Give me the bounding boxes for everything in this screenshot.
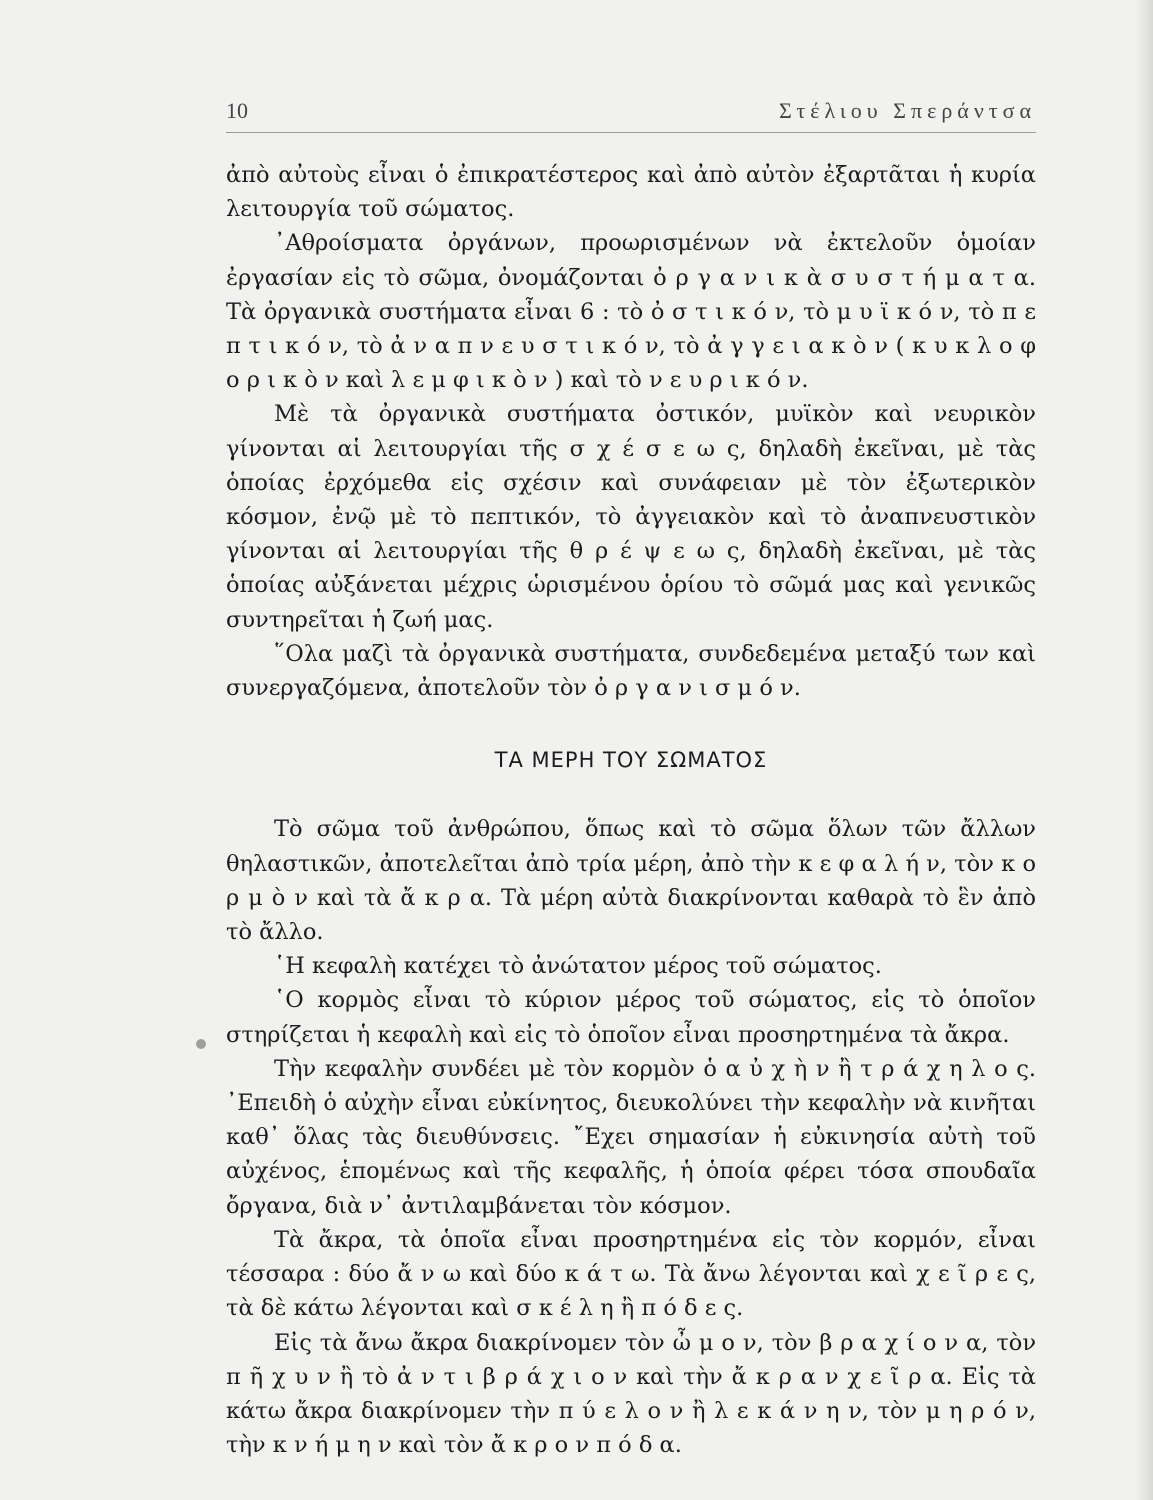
paragraph-head: ῾Η κεφαλὴ κατέχει τὸ ἀνώτατον μέρος τοῦ σώματος. bbox=[274, 953, 882, 980]
paragraph-functions: Μὲ τὰ ὀργανικὰ συστήματα ὀστικόν, μυϊκὸν καὶ νευρικὸν γίνονται αἱ λειτουργίαι τῆς σ χ έ σ ε ω ς, δηλαδὴ ἐκεῖναι, μὲ τὰς ὁποίας ἐρχόμεθα εἰς σχέσιν καὶ συνάφειαν μὲ τὸν ἐξωτερικὸν κόσμον, ἐνῷ μὲ τὸ πεπτικόν, τὸ ἀγγειακὸν καὶ τὸ ἀναπνευστικὸν γίνονται αἱ λειτουργίαι τῆς θ ρ έ ψ ε ω ς, δηλαδὴ ἐκεῖναι, μὲ τὰς ὁποίας αὐξάνεται μέχρις ὡρισμένου ὁρίου τὸ σῶμά μας καὶ γενικῶς συντηρεῖται ἡ ζωή μας. bbox=[226, 401, 1036, 633]
page-body bbox=[226, 158, 1036, 1462]
paragraph-continuation: ἀπὸ αὐτοὺς εἶναι ὁ ἐπικρατέστερος καὶ ἀπὸ αὐτὸν ἐξαρτᾶται ἡ κυρία λειτουργία τοῦ σώματος. bbox=[226, 162, 1036, 223]
paragraph-limb-parts: Εἰς τὰ ἄνω ἄκρα διακρίνομεν τὸν ὦ μ ο ν, τὸν β ρ α χ ί ο ν α, τὸν π ῆ χ υ ν ἢ τὸ ἀ ν τ ι β ρ ά χ ι ο ν καὶ τὴν ἄ κ ρ α ν χ ε ῖ ρ α. Εἰς τὰ κάτω ἄκρα διακρίνομεν τὴν π ύ ε λ ο ν ἢ λ ε κ ά ν η ν, τὸν μ η ρ ό ν, τὴν κ ν ή μ η ν καὶ τὸν ἄ κ ρ ο ν π ό δ α. bbox=[226, 1329, 1036, 1459]
paragraph-organic-systems: ᾿Αθροίσματα ὀργάνων, προωρισμένων νὰ ἐκτελοῦν ὁμοίαν ἐργασίαν εἰς τὸ σῶμα, ὀνομάζονται ὀ ρ γ α ν ι κ ὰ σ υ σ τ ή μ α τ α. Τὰ ὀργανικὰ συστήματα εἶναι 6 : τὸ ὀ σ τ ι κ ό ν, τὸ μ υ ϊ κ ό ν, τὸ π ε π τ ι κ ό ν, τὸ ἀ ν α π ν ε υ σ τ ι κ ό ν, τὸ ἀ γ γ ε ι α κ ὸ ν ( κ υ κ λ ο φ ο ρ ι κ ὸ ν καὶ λ ε μ φ ι κ ὸ ν ) καὶ τὸ ν ε υ ρ ι κ ό ν. bbox=[226, 230, 1036, 394]
paragraph-organism: ῞Ολα μαζὶ τὰ ὀργανικὰ συστήματα, συνδεδεμένα μεταξύ των καὶ συνεργαζόμενα, ἀποτελοῦν τὸν ὀ ρ γ α ν ι σ μ ό ν. bbox=[226, 640, 1036, 702]
ink-smudge bbox=[196, 1039, 206, 1049]
page-number: 10 bbox=[226, 98, 248, 123]
running-title: Στέλιου Σπεράντσα bbox=[778, 98, 1036, 123]
running-header bbox=[226, 92, 1036, 133]
paragraph-body-parts: Τὸ σῶμα τοῦ ἀνθρώπου, ὅπως καὶ τὸ σῶμα ὅλων τῶν ἄλλων θηλαστικῶν, ἀποτελεῖται ἀπὸ τρία μέρη, ἀπὸ τὴν κ ε φ α λ ή ν, τὸν κ ο ρ μ ὸ ν καὶ τὰ ἄ κ ρ α. Τὰ μέρη αὐτὰ διακρίνονται καθαρὰ τὸ ἓν ἀπὸ τὸ ἄλλο. bbox=[226, 816, 1036, 946]
section-heading: ΤΑ ΜΕΡΗ ΤΟΥ ΣΩΜΑΤΟΣ bbox=[494, 748, 768, 773]
paragraph-trunk: ῾Ο κορμὸς εἶναι τὸ κύριον μέρος τοῦ σώματος, εἰς τὸ ὁποῖον στηρίζεται ἡ κεφαλὴ καὶ εἰς τὸ ὁποῖον εἶναι προσηρτημένα τὰ ἄκρα. bbox=[226, 987, 1036, 1048]
paragraph-neck: Τὴν κεφαλὴν συνδέει μὲ τὸν κορμὸν ὁ α ὐ χ ὴ ν ἢ τ ρ ά χ η λ ο ς. ᾿Επειδὴ ὁ αὐχὴν εἶναι εὐκίνητος, διευκολύνει τὴν κεφαλὴν νὰ κινῆται καθ᾿ ὅλας τὰς διευθύνσεις. ῎Εχει σημασίαν ἡ εὐκινησία αὐτὴ τοῦ αὐχένος, ἑπομένως καὶ τῆς κεφαλῆς, ἡ ὁποία φέρει τόσα σπουδαῖα ὄργανα, διὰ ν᾿ ἀντιλαμβάνεται τὸν κόσμον. bbox=[226, 1055, 1036, 1219]
paragraph-limbs: Τὰ ἄκρα, τὰ ὁποῖα εἶναι προσηρτημένα εἰς τὸν κορμόν, εἶναι τέσσαρα : δύο ἄ ν ω καὶ δύο κ ά τ ω. Τὰ ἄνω λέγονται καὶ χ ε ῖ ρ ε ς, τὰ δὲ κάτω λέγονται καὶ σ κ έ λ η ἢ π ό δ ε ς. bbox=[226, 1226, 1036, 1322]
page-edge-shadow bbox=[1135, 0, 1153, 1500]
